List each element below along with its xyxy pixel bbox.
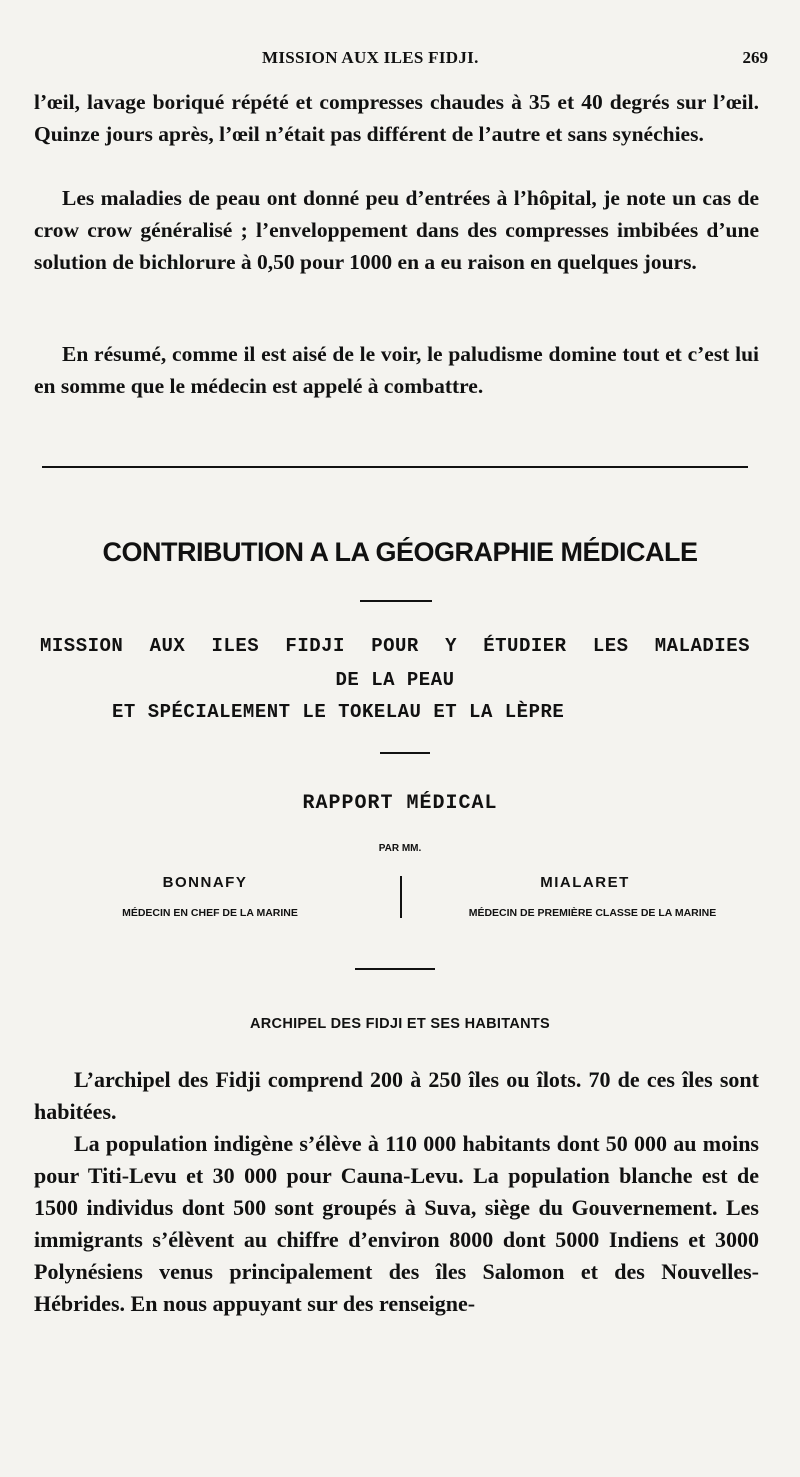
running-title: MISSION AUX ILES FIDJI.: [262, 48, 479, 67]
article-title: CONTRIBUTION A LA GÉOGRAPHIE MÉDICALE: [102, 537, 698, 567]
by-label: PAR MM.: [378, 843, 422, 854]
section-divider: [42, 466, 748, 468]
author-role: MÉDECIN EN CHEF DE LA MARINE: [122, 907, 298, 919]
subtitle-line-3: ET SPÉCIALEMENT LE TOKELAU ET LA LÈPRE: [112, 701, 565, 723]
paragraph-summary: En résumé, comme il est aisé de le voir, le paludisme domine tout et c’est lui en somme que le médecin est appelé à combattre.: [34, 342, 759, 398]
subtitle-rule: [380, 752, 430, 754]
section-heading: ARCHIPEL DES FIDJI ET SES HABITANTS: [250, 1016, 550, 1032]
paragraph-population: La population indigène s’élève à 110 000 habitants dont 50 000 au moins pour Titi-Levu et 30 000 pour Cauna-Levu. La population blanche est de 1500 individus dont 500 sont groupés à Suva, siège du Gouvernement. Les immigrants s’élèvent au chiffre d’environ 8000 dont 5000 Indiens et 3000 Polynésiens venus principalement des îles Salomon et des Nouvelles-Hébrides. En nous appuyant sur des renseigne-: [34, 1131, 759, 1316]
author-role: MÉDECIN DE PREMIÈRE CLASSE DE LA MARINE: [468, 907, 717, 919]
report-label: RAPPORT MÉDICAL: [302, 792, 498, 815]
subtitle-line-1: MISSION AUX ILES FIDJI POUR Y ÉTUDIER LES MALADIES: [40, 635, 750, 657]
paragraph-eye-case: l’œil, lavage boriqué répété et compresses chaudes à 35 et 40 degrés sur l’œil. Quinze jours après, l’œil n’était pas différent de l’autre et sans synéchies.: [34, 90, 759, 146]
author-name: BONNAFY: [162, 874, 248, 891]
title-rule: [360, 600, 432, 602]
paragraph-skin-diseases: Les maladies de peau ont donné peu d’entrées à l’hôpital, je note un cas de crow crow généralisé ; l’enveloppement dans des compresses imbibées d’une solution de bichlorure à 0,50 pour 1000 en a eu raison en quelques jours.: [34, 186, 759, 274]
authors-rule: [355, 968, 435, 970]
subtitle-line-2: DE LA PEAU: [335, 669, 455, 691]
authors-divider: [400, 876, 402, 918]
page-header: [0, 48, 800, 74]
author-name: MIALARET: [540, 874, 630, 891]
page-number: 269: [742, 48, 768, 67]
paragraph-archipelago: L’archipel des Fidji comprend 200 à 250 îles ou îlots. 70 de ces îles sont habitées.: [34, 1067, 759, 1124]
